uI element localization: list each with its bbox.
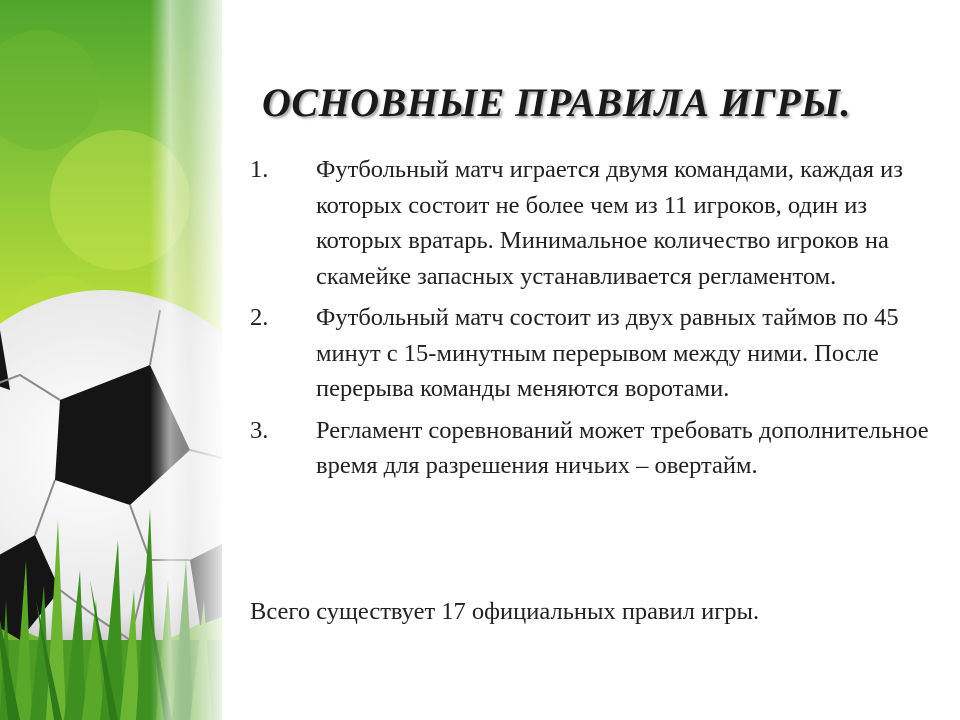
rules-list <box>250 152 940 490</box>
rule-item <box>250 300 940 407</box>
rule-number: 1. <box>250 156 269 183</box>
footer-note: Всего существует 17 официальных правил игры. <box>250 598 760 625</box>
slide-title: ОСНОВНЫЕ ПРАВИЛА ИГРЫ. <box>262 80 851 125</box>
rule-item <box>250 413 940 484</box>
art-fade-overlay <box>160 0 250 720</box>
rule-item <box>250 152 940 294</box>
rule-number: 3. <box>250 416 269 444</box>
rule-text: Регламент соревнований может требовать дополнительное время для разрешения ничьих – овертайм. <box>316 416 929 479</box>
rule-text: Футбольный матч состоит из двух равных таймов по 45 минут с 15-минутным перерывом между ними. После перерыва команды меняются воротами. <box>316 304 899 402</box>
rule-number: 2. <box>250 304 269 331</box>
rule-text: Футбольный матч играется двумя командами, каждая из которых состоит не более чем из 11 игроков, один из которых вратарь. Минимальное количество игроков на скамейке запасных устанавливается регламентом. <box>316 156 903 290</box>
